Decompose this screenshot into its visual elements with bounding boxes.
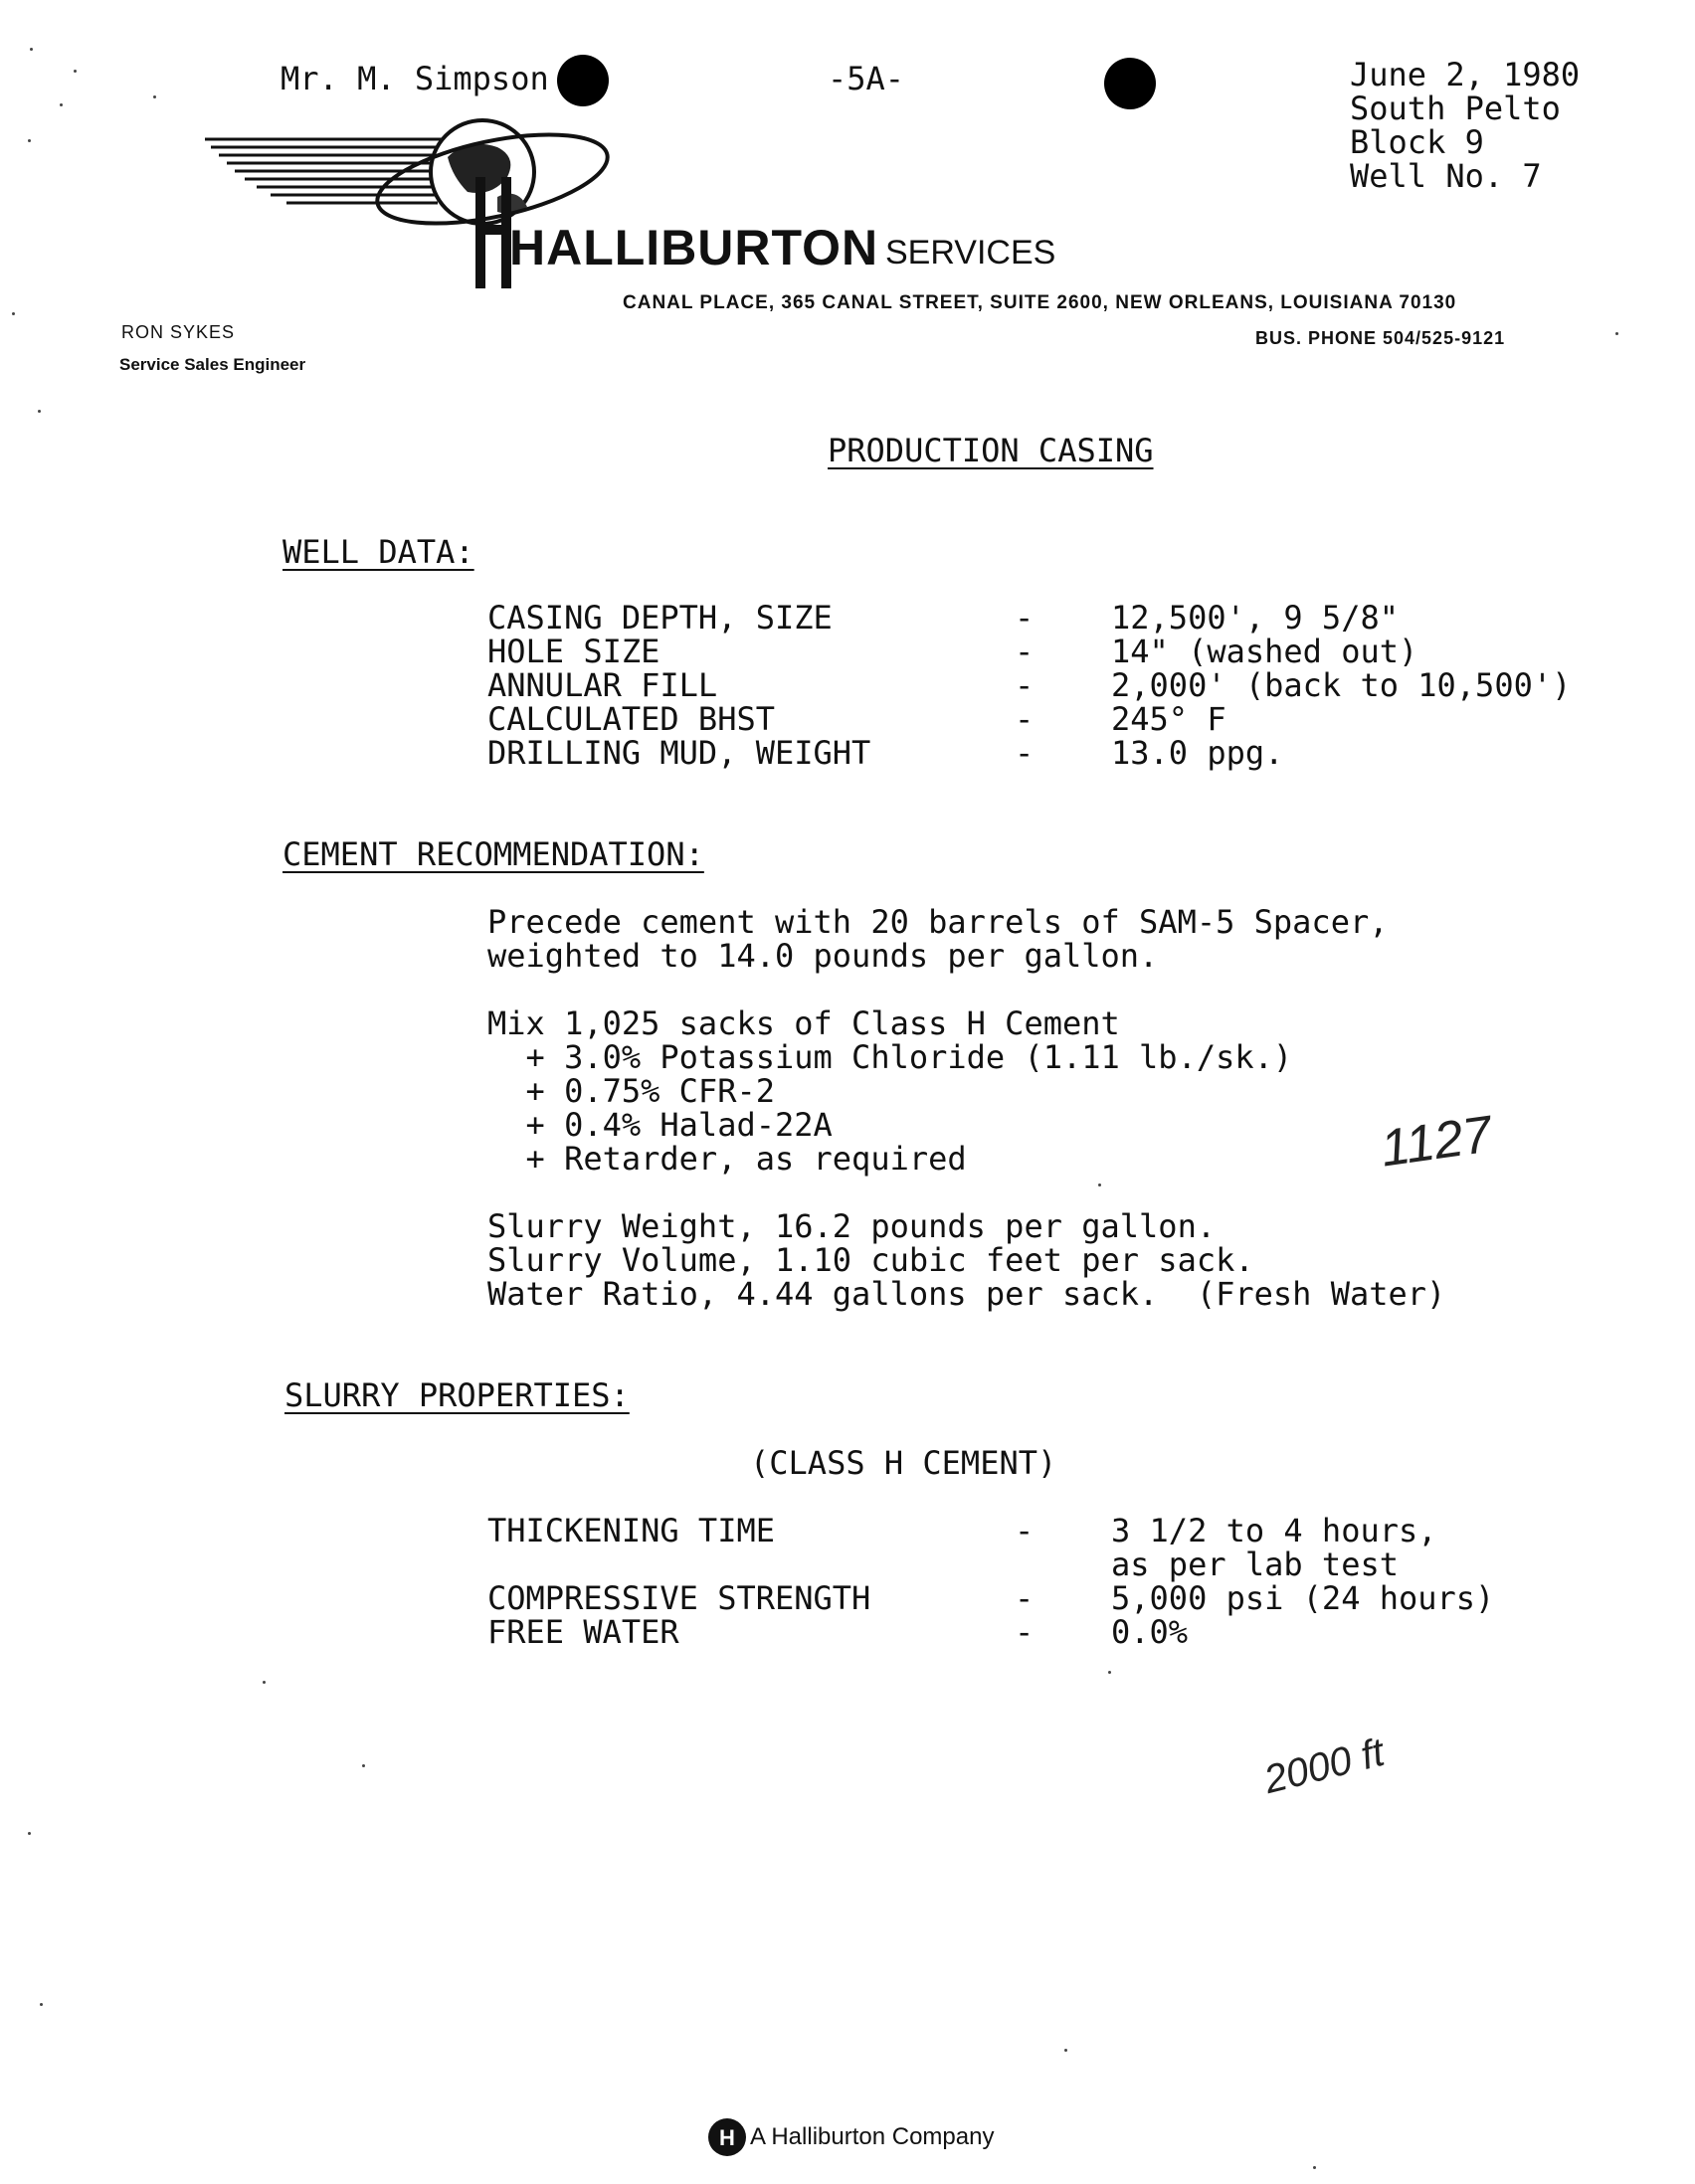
mix-line: + Retarder, as required xyxy=(487,1140,967,1178)
company-services: SERVICES xyxy=(885,234,1056,272)
row-dash: - xyxy=(1015,599,1035,637)
row-dash: - xyxy=(1015,1579,1035,1617)
mix-line: + 3.0% Potassium Chloride (1.11 lb./sk.) xyxy=(487,1038,1293,1076)
scan-speck xyxy=(12,312,15,315)
slurry-properties-heading: SLURRY PROPERTIES: xyxy=(284,1376,630,1414)
row-value: 12,500', 9 5/8" xyxy=(1111,599,1399,637)
handwritten-note-2000ft: 2000 ft xyxy=(1259,1729,1389,1803)
scan-speck xyxy=(60,103,63,106)
slurry-properties-subheading: (CLASS H CEMENT) xyxy=(750,1444,1057,1482)
location-line-1: South Pelto xyxy=(1350,90,1561,127)
row-label: COMPRESSIVE STRENGTH xyxy=(487,1579,871,1617)
row-label: DRILLING MUD, WEIGHT xyxy=(487,734,871,772)
scan-speck xyxy=(1615,332,1618,335)
company-phone: BUS. PHONE 504/525-9121 xyxy=(1255,328,1506,348)
row-value: 0.0% xyxy=(1111,1613,1189,1651)
slurry-line: Water Ratio, 4.44 gallons per sack. (Fresh Water) xyxy=(487,1275,1446,1313)
row-value: 14" (washed out) xyxy=(1111,633,1418,670)
row-label: CALCULATED BHST xyxy=(487,700,775,738)
scan-speck xyxy=(1313,2166,1316,2169)
page-number: -5A- xyxy=(828,60,905,97)
row-dash: - xyxy=(1015,734,1035,772)
scan-speck xyxy=(1098,1183,1101,1186)
scan-speck xyxy=(1108,1671,1111,1674)
sender-name: RON SYKES xyxy=(121,322,236,342)
location-line-3: Well No. 7 xyxy=(1350,157,1542,195)
scan-speck xyxy=(153,95,156,98)
row-dash: - xyxy=(1015,1512,1035,1549)
row-dash: - xyxy=(1015,666,1035,704)
spacer-line: Precede cement with 20 barrels of SAM-5 Spacer, xyxy=(487,903,1389,941)
row-value: 5,000 psi (24 hours) xyxy=(1111,1579,1495,1617)
mix-line: + 0.75% CFR-2 xyxy=(487,1072,775,1110)
scan-speck xyxy=(362,1764,365,1767)
footer-company-tagline: A Halliburton Company xyxy=(750,2123,995,2150)
well-data-heading: WELL DATA: xyxy=(282,533,474,571)
punch-hole-right xyxy=(1104,58,1156,109)
company-name: HALLIBURTON xyxy=(509,220,879,275)
slurry-line: Slurry Weight, 16.2 pounds per gallon. xyxy=(487,1207,1217,1245)
slurry-line: Slurry Volume, 1.10 cubic feet per sack. xyxy=(487,1241,1254,1279)
svg-text:H: H xyxy=(719,2125,735,2150)
row-value: 3 1/2 to 4 hours, xyxy=(1111,1512,1437,1549)
row-dash: - xyxy=(1015,633,1035,670)
location-line-2: Block 9 xyxy=(1350,123,1484,161)
row-dash: - xyxy=(1015,1613,1035,1651)
letter-date: June 2, 1980 xyxy=(1350,56,1581,93)
spacer-line: weighted to 14.0 pounds per gallon. xyxy=(487,937,1159,975)
mix-line: Mix 1,025 sacks of Class H Cement xyxy=(487,1004,1120,1042)
row-label: CASING DEPTH, SIZE xyxy=(487,599,833,637)
scan-speck xyxy=(263,1681,266,1684)
cement-recommendation-heading: CEMENT RECOMMENDATION: xyxy=(282,835,704,873)
row-dash: - xyxy=(1015,700,1035,738)
document-title: PRODUCTION CASING xyxy=(828,432,1154,469)
scan-speck xyxy=(40,2003,43,2006)
sender-title: Service Sales Engineer xyxy=(119,355,306,374)
halliburton-footer-logo-icon xyxy=(708,2118,746,2156)
row-label: FREE WATER xyxy=(487,1613,679,1651)
scan-speck xyxy=(28,1832,31,1835)
row-value: 13.0 ppg. xyxy=(1111,734,1284,772)
row-label: ANNULAR FILL xyxy=(487,666,718,704)
row-value: as per lab test xyxy=(1111,1546,1399,1583)
row-value: 2,000' (back to 10,500') xyxy=(1111,666,1572,704)
company-address: CANAL PLACE, 365 CANAL STREET, SUITE 2600, NEW ORLEANS, LOUISIANA 70130 xyxy=(623,292,1457,313)
scan-speck xyxy=(30,48,33,51)
scan-speck xyxy=(1064,2049,1067,2052)
scan-speck xyxy=(74,70,77,73)
punch-hole-left xyxy=(557,55,609,106)
handwritten-note-1127: 1127 xyxy=(1377,1105,1496,1179)
row-label: HOLE SIZE xyxy=(487,633,660,670)
scan-speck xyxy=(28,139,31,142)
row-value: 245° F xyxy=(1111,700,1226,738)
scan-speck xyxy=(38,410,41,413)
row-label: THICKENING TIME xyxy=(487,1512,775,1549)
addressee: Mr. M. Simpson xyxy=(281,60,549,97)
mix-line: + 0.4% Halad-22A xyxy=(487,1106,833,1144)
